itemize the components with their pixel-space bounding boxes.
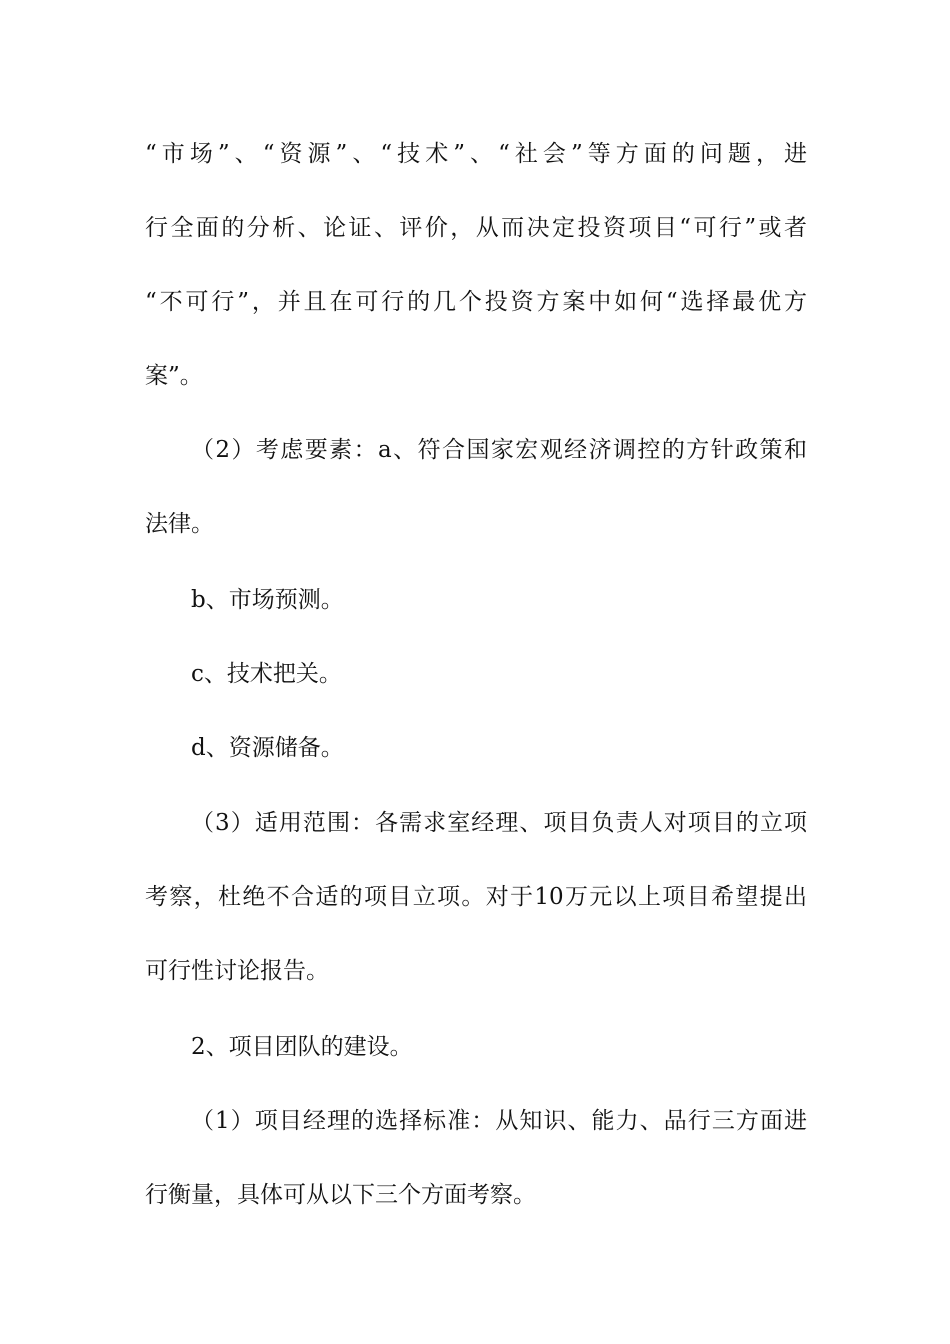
text-line: 法律。 [145,511,214,537]
text-line: b、市场预测。 [191,587,344,613]
text-line: d、资源储备。 [191,735,344,761]
text-line: 2、项目团队的建设。 [191,1034,413,1060]
text-line: （2）考虑要素：a、符合国家宏观经济调控的方针政策和 [191,437,807,463]
text-line: “不可行”，并且在可行的几个投资方案中如何“选择最优方 [145,289,807,315]
text-line: （3）适用范围：各需求室经理、项目负责人对项目的立项 [191,810,807,836]
text-line: 考察，杜绝不合适的项目立项。对于10万元以上项目希望提出 [145,884,807,910]
text-line: “市场”、“资源”、“技术”、“社会”等方面的问题，进 [145,141,807,167]
text-line: 可行性讨论报告。 [145,958,329,984]
text-line: （1）项目经理的选择标准：从知识、能力、品行三方面进 [191,1108,807,1134]
text-line: 案”。 [145,363,203,389]
document-page [145,0,807,1344]
text-line: 行衡量，具体可从以下三个方面考察。 [145,1182,536,1208]
text-line: c、技术把关。 [191,661,342,687]
text-line: 行全面的分析、论证、评价，从而决定投资项目“可行”或者 [145,215,807,241]
